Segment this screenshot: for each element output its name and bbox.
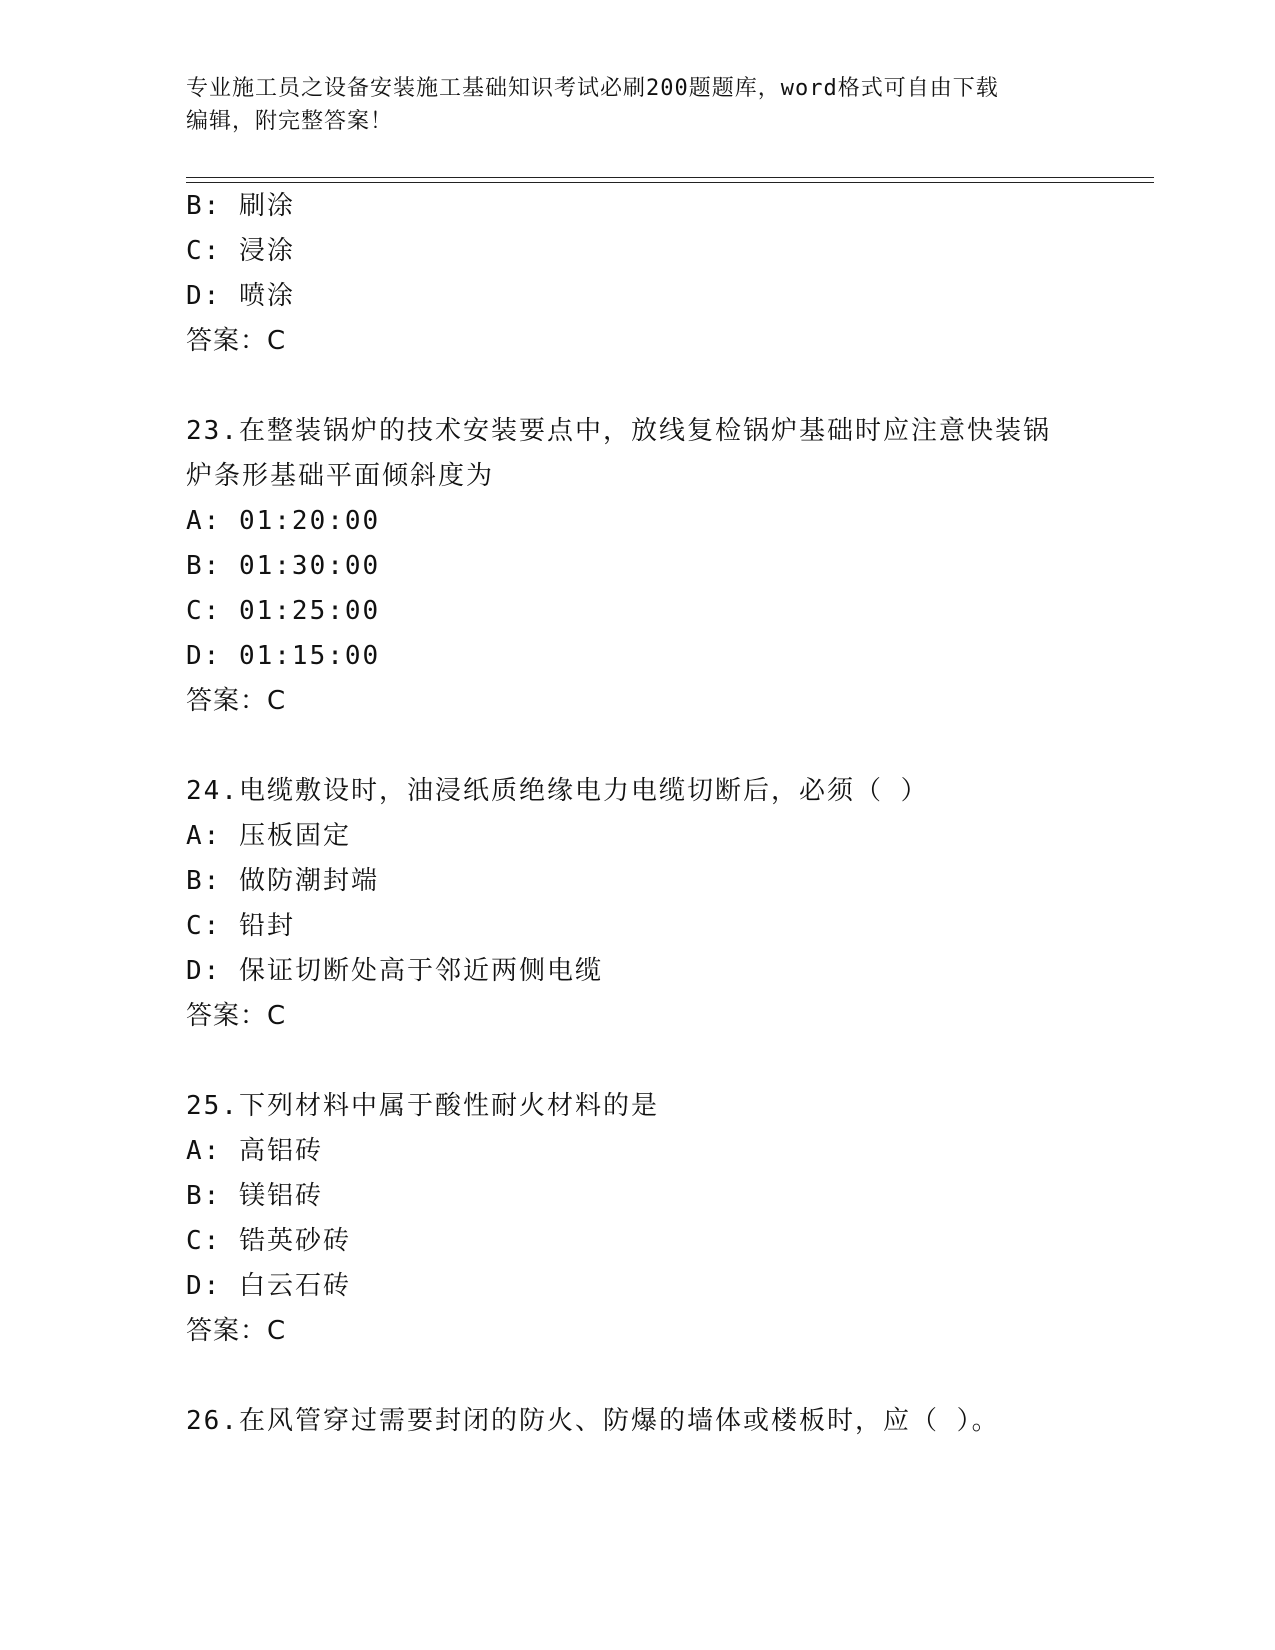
q23-option-d: D: 01:15:00 (186, 641, 381, 671)
q22-option-c: C: 浸涂 (186, 236, 295, 266)
q22-answer: 答案：C (186, 326, 287, 356)
q25-stem: 25.下列材料中属于酸性耐火材料的是 (186, 1091, 659, 1121)
q24-option-d: D: 保证切断处高于邻近两侧电缆 (186, 956, 603, 986)
q23-answer: 答案：C (186, 686, 287, 716)
header-title-line1: 专业施工员之设备安装施工基础知识考试必刷200题题库，word格式可自由下载 (186, 76, 999, 101)
q23-stem-line2: 炉条形基础平面倾斜度为 (186, 461, 495, 491)
q25-option-d: D: 白云石砖 (186, 1271, 351, 1301)
header-divider-bottom (186, 182, 1154, 183)
header-title-line2: 编辑，附完整答案！ (186, 109, 394, 134)
q24-option-a: A: 压板固定 (186, 821, 351, 851)
q25-option-a: A: 高铝砖 (186, 1136, 323, 1166)
q25-option-c: C: 锆英砂砖 (186, 1226, 351, 1256)
q25-answer: 答案：C (186, 1316, 287, 1346)
q25-option-b: B: 镁铝砖 (186, 1181, 323, 1211)
q23-option-b: B: 01:30:00 (186, 551, 381, 581)
q24-option-b: B: 做防潮封端 (186, 866, 379, 896)
q23-stem-line1: 23.在整装锅炉的技术安装要点中，放线复检锅炉基础时应注意快装锅 (186, 416, 1051, 446)
q23-option-a: A: 01:20:00 (186, 506, 381, 536)
q24-stem: 24.电缆敷设时，油浸纸质绝缘电力电缆切断后，必须（ ） (186, 776, 929, 806)
q26-stem: 26.在风管穿过需要封闭的防火、防爆的墙体或楼板时，应（ ）。 (186, 1406, 1000, 1436)
q24-answer: 答案：C (186, 1001, 287, 1031)
header-divider-top (186, 177, 1154, 178)
q22-option-d: D: 喷涂 (186, 281, 295, 311)
document-header (186, 72, 1086, 138)
q23-option-c: C: 01:25:00 (186, 596, 381, 626)
q24-option-c: C: 铅封 (186, 911, 295, 941)
q22-option-b: B: 刷涂 (186, 191, 295, 221)
